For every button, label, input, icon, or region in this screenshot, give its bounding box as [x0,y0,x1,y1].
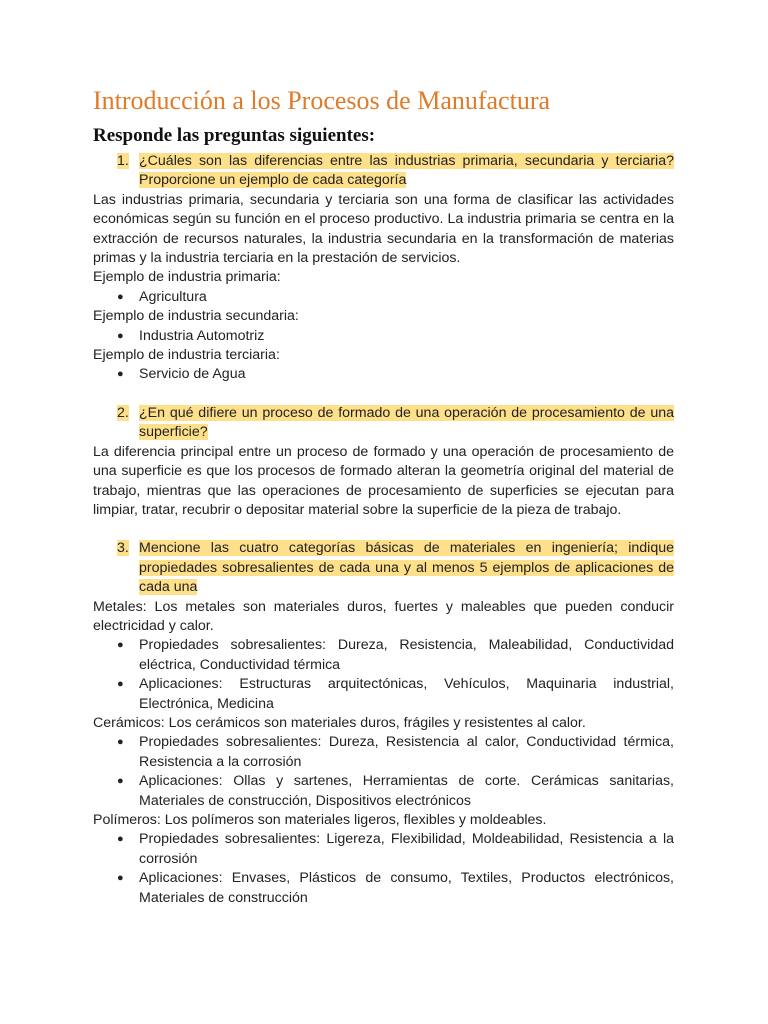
question-number: 1. [117,153,129,169]
list-item: ● Propiedades sobresalientes: Dureza, Resistencia, Maleabilidad, Conductividad eléctrica, Conductividad térmica [93,636,674,675]
example-label: Ejemplo de industria secundaria: [93,308,299,325]
material-metales: Metales: Los metales son materiales duros, fuertes y maleables que pueden conducir electricidad y calor. [93,598,674,634]
bullet-icon: ● [117,639,124,652]
list-item: ● Servicio de Agua [93,365,674,384]
bullet-list [93,365,674,384]
document-page [93,84,674,908]
question-2 [93,404,674,443]
spacer [93,385,674,404]
list-item: ● Industria Automotriz [93,327,674,346]
list-item: ● Aplicaciones: Envases, Plásticos de consumo, Textiles, Productos electrónicos, Materiales de construcción [93,869,674,908]
question-number: 2. [117,404,129,421]
example-label: Ejemplo de industria primaria: [93,269,281,286]
material-polimeros: Polímeros: Los polímeros son materiales ligeros, flexibles y moldeables. [93,812,547,828]
bullet-icon: ● [117,368,124,381]
question-1 [93,152,674,191]
list-item: ● Aplicaciones: Estructuras arquitectónicas, Vehículos, Maquinaria industrial, Electrónica, Medicina [93,675,674,714]
bullet-list [93,636,674,714]
question-3 [93,539,674,597]
bullet-icon: ● [117,678,124,691]
question-text: ¿En qué difiere un proceso de formado de una operación de procesamiento de una superficie? [139,404,674,441]
answer-paragraph: La diferencia principal entre un proceso de formado y una operación de procesamiento de una superficie es que los procesos de formado alteran la geometría original del material de trabajo, mientras que las operaciones de procesamiento de superficies se ejecutan para limpiar, tratar, recubrir o depositar material sobre la superficie de la pieza de trabajo. [93,443,674,518]
material-ceramicos: Cerámicos: Los cerámicos son materiales duros, frágiles y resistentes al calor. [93,714,586,731]
answer-paragraph: Las industrias primaria, secundaria y terciaria son una forma de clasificar las actividades económicas según su función en el proceso productivo. La industria primaria se centra en la extracción de recursos naturales, la industria secundaria en la transformación de materias primas y la industria terciaria en la prestación de servicios. [93,191,674,267]
bullet-icon: ● [117,329,124,342]
bullet-list [93,830,674,908]
bullet-icon: ● [117,872,124,885]
list-item: ● Agricultura [93,288,674,307]
bullet-list [93,733,674,811]
example-label: Ejemplo de industria terciaria: [93,347,280,364]
bullet-icon: ● [117,290,124,303]
question-text: Mencione las cuatro categorías básicas de materiales en ingeniería; indique propiedades sobresalientes de cada una y al menos 5 ejemplos de aplicaciones de cada una [139,540,674,596]
bullet-list [93,288,674,307]
question-text: ¿Cuáles son las diferencias entre las industrias primaria, secundaria y terciaria? Proporcione un ejemplo de cada categoría [139,153,674,189]
section-subtitle: Responde las preguntas siguientes: [93,125,376,146]
page-title: Introducción a los Procesos de Manufactura [93,86,551,115]
spacer [93,520,674,539]
question-number: 3. [117,540,129,557]
bullet-icon: ● [117,736,124,749]
list-item: ● Aplicaciones: Ollas y sartenes, Herramientas de corte. Cerámicas sanitarias, Materiales de construcción, Dispositivos electrónicos [93,772,674,811]
bullet-icon: ● [117,775,124,788]
bullet-list [93,327,674,346]
bullet-icon: ● [117,833,124,846]
list-item: ● Propiedades sobresalientes: Ligereza, Flexibilidad, Moldeabilidad, Resistencia a la corrosión [93,830,674,869]
list-item: ● Propiedades sobresalientes: Dureza, Resistencia al calor, Conductividad térmica, Resistencia a la corrosión [93,733,674,772]
